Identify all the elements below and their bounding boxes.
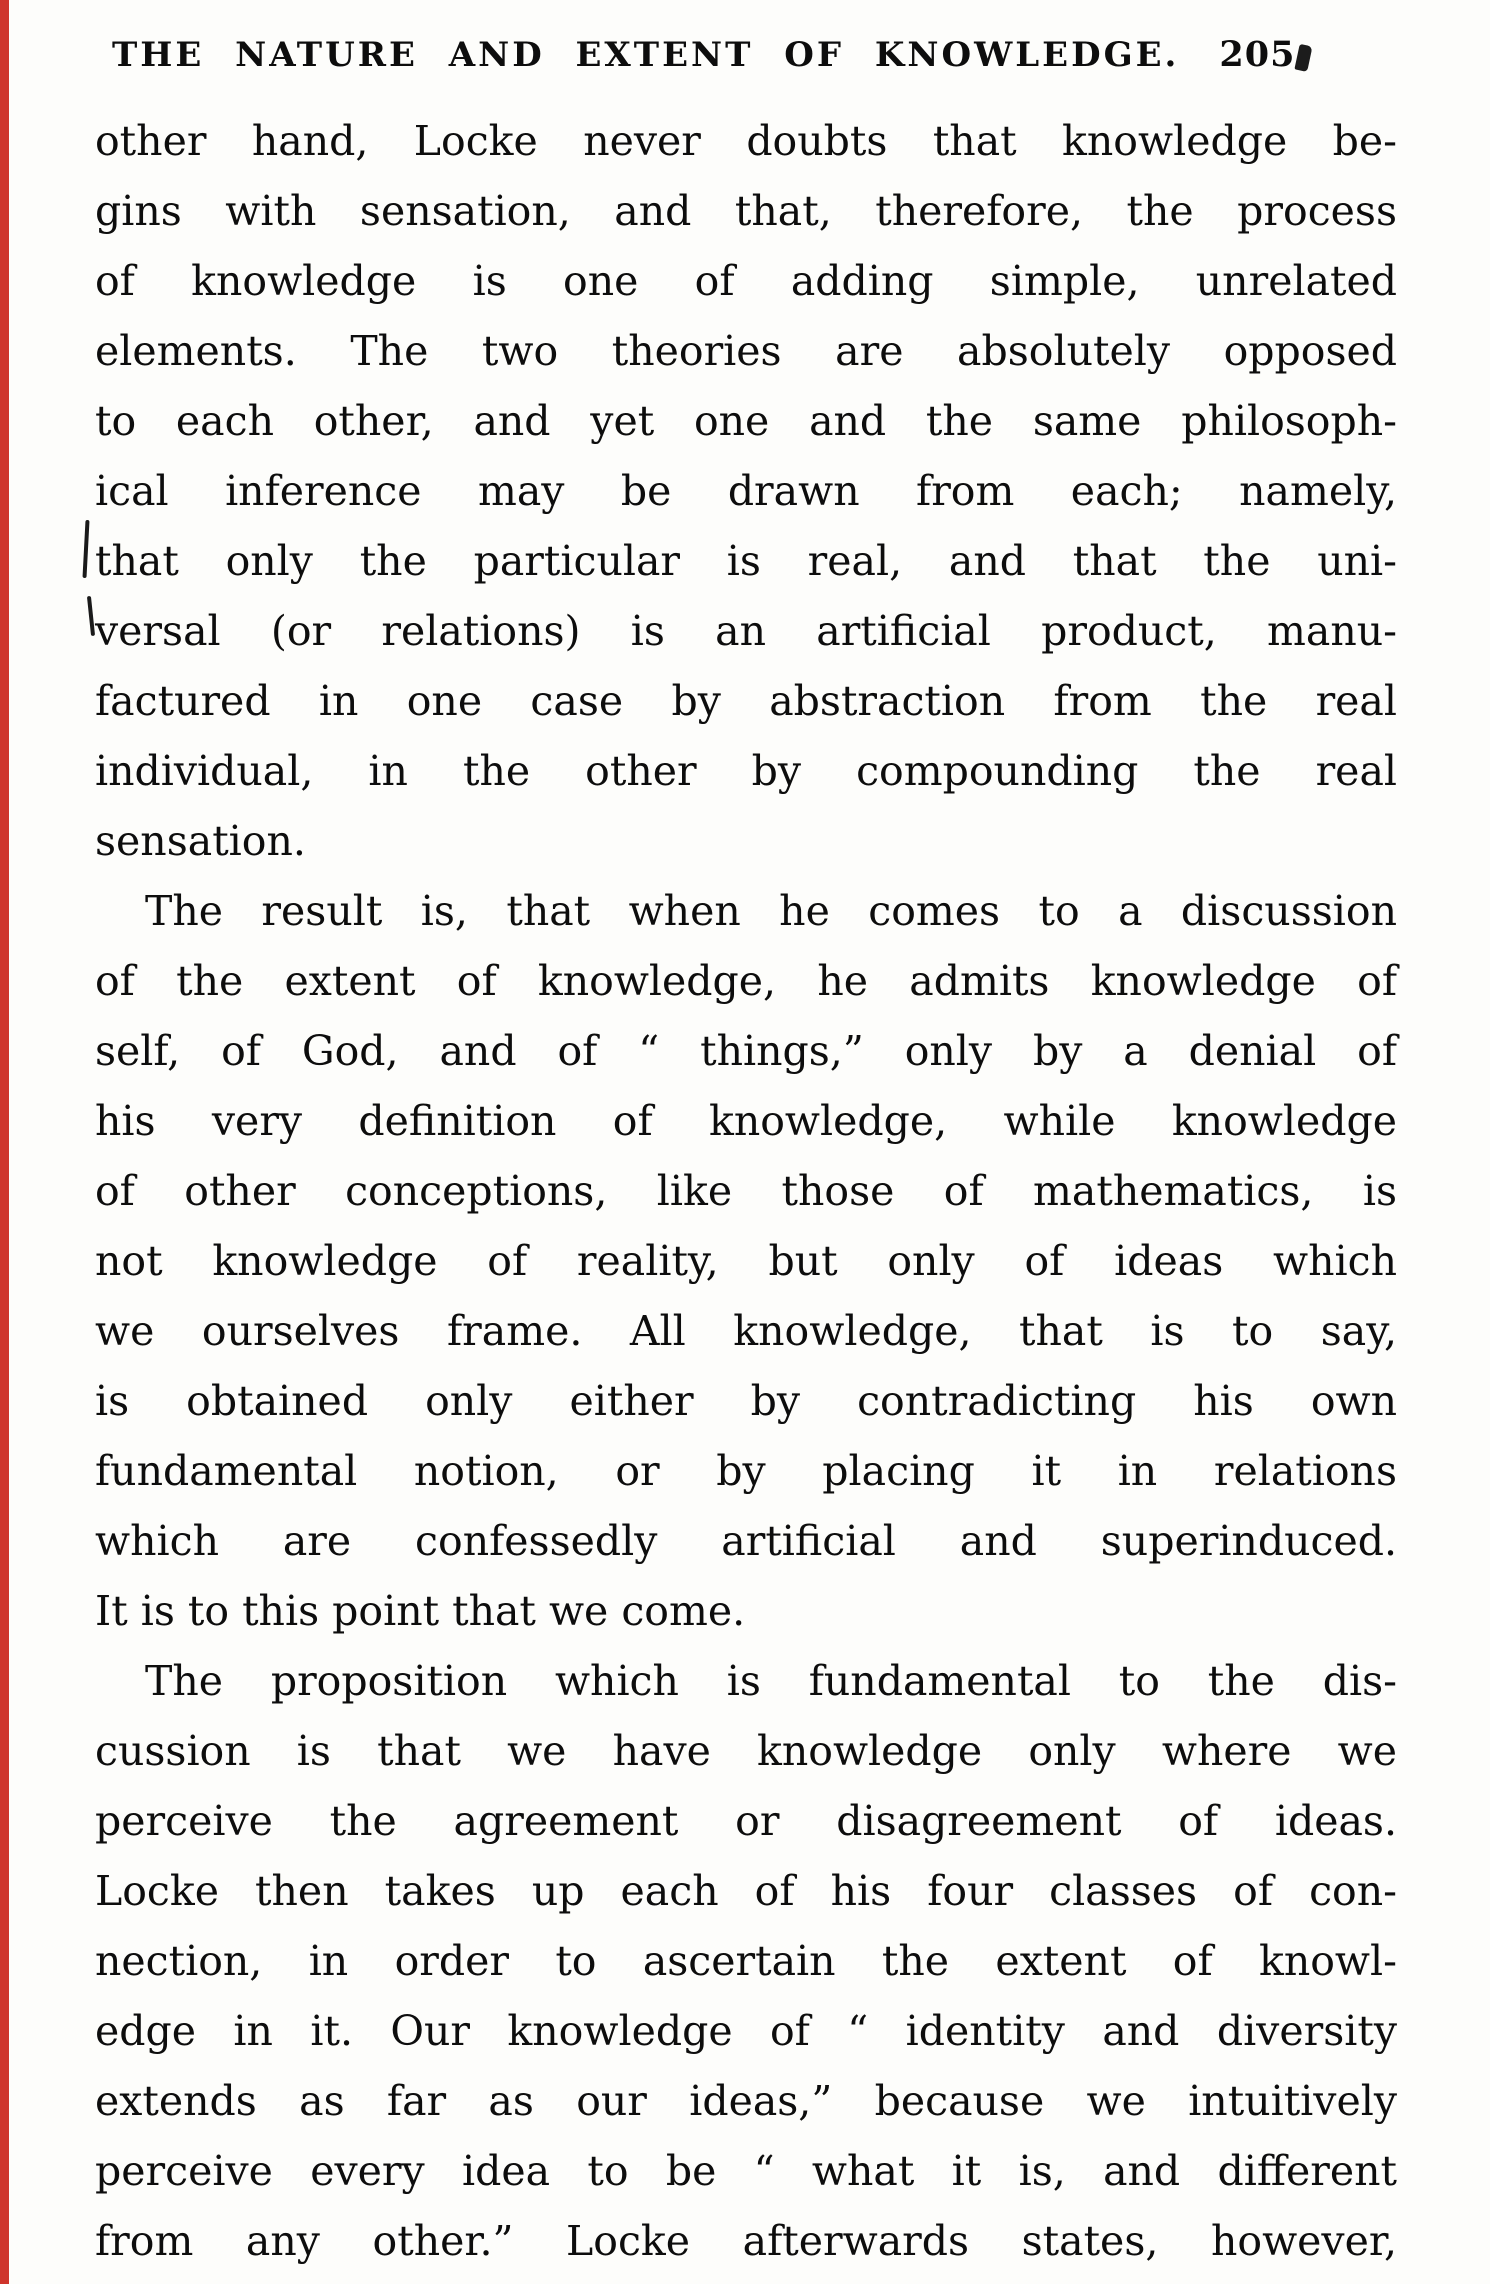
text-line: self, of God, and of “ things,” only by a denial of xyxy=(95,1027,1397,1075)
text-line: sensation. xyxy=(95,817,306,865)
text-line: of other conceptions, like those of mathematics, is xyxy=(95,1167,1397,1215)
running-head-title: THE NATURE AND EXTENT OF KNOWLEDGE. xyxy=(112,35,1180,75)
text-line: factured in one case by abstraction from the real xyxy=(95,677,1397,725)
text-line: perceive the agreement or disagreement of ideas. xyxy=(95,1797,1397,1845)
margin-pen-mark xyxy=(87,596,95,636)
text-line: fundamental notion, or by placing it in relations xyxy=(95,1447,1397,1495)
text-line: ical inference may be drawn from each; namely, xyxy=(95,467,1397,515)
text-line: which are confessedly artificial and superinduced. xyxy=(95,1517,1397,1565)
text-line: perceive every idea to be “ what it is, and different xyxy=(95,2147,1397,2195)
text-line: Locke then takes up each of his four classes of con- xyxy=(95,1867,1397,1915)
text-line: elements. The two theories are absolutely opposed xyxy=(95,327,1397,375)
text-line: of the extent of knowledge, he admits knowledge of xyxy=(95,957,1397,1005)
text-line: The proposition which is fundamental to the dis- xyxy=(145,1657,1397,1705)
text-line: The result is, that when he comes to a discussion xyxy=(145,887,1397,935)
text-line: his very definition of knowledge, while knowledge xyxy=(95,1097,1397,1145)
text-line: cussion is that we have knowledge only where we xyxy=(95,1727,1397,1775)
text-line: from any other.” Locke afterwards states, however, xyxy=(95,2217,1397,2265)
text-line: edge in it. Our knowledge of “ identity and diversity xyxy=(95,2007,1397,2055)
scan-edge-strip xyxy=(0,0,9,2284)
text-line: is obtained only either by contradicting his own xyxy=(95,1377,1397,1425)
text-line: nection, in order to ascertain the extent of knowl- xyxy=(95,1937,1397,1985)
text-line: to each other, and yet one and the same philosoph- xyxy=(95,397,1397,445)
text-line: other hand, Locke never doubts that knowledge be- xyxy=(95,117,1397,165)
text-line: not knowledge of reality, but only of ideas which xyxy=(95,1237,1397,1285)
page-number: 205 xyxy=(1219,34,1296,75)
text-line: that only the particular is real, and that the uni- xyxy=(95,537,1397,585)
page-body xyxy=(95,106,1397,2276)
text-line: extends as far as our ideas,” because we intuitively xyxy=(95,2077,1397,2125)
text-line: It is to this point that we come. xyxy=(95,1587,746,1635)
text-line: gins with sensation, and that, therefore, the process xyxy=(95,187,1397,235)
page-header xyxy=(112,34,1311,75)
text-line: versal (or relations) is an artificial product, manu- xyxy=(95,607,1397,655)
text-line: of knowledge is one of adding simple, unrelated xyxy=(95,257,1397,305)
text-line: individual, in the other by compounding the real xyxy=(95,747,1397,795)
text-line: we ourselves frame. All knowledge, that is to say, xyxy=(95,1307,1397,1355)
margin-pen-mark xyxy=(82,520,89,578)
ink-blot-mark xyxy=(1295,44,1313,72)
